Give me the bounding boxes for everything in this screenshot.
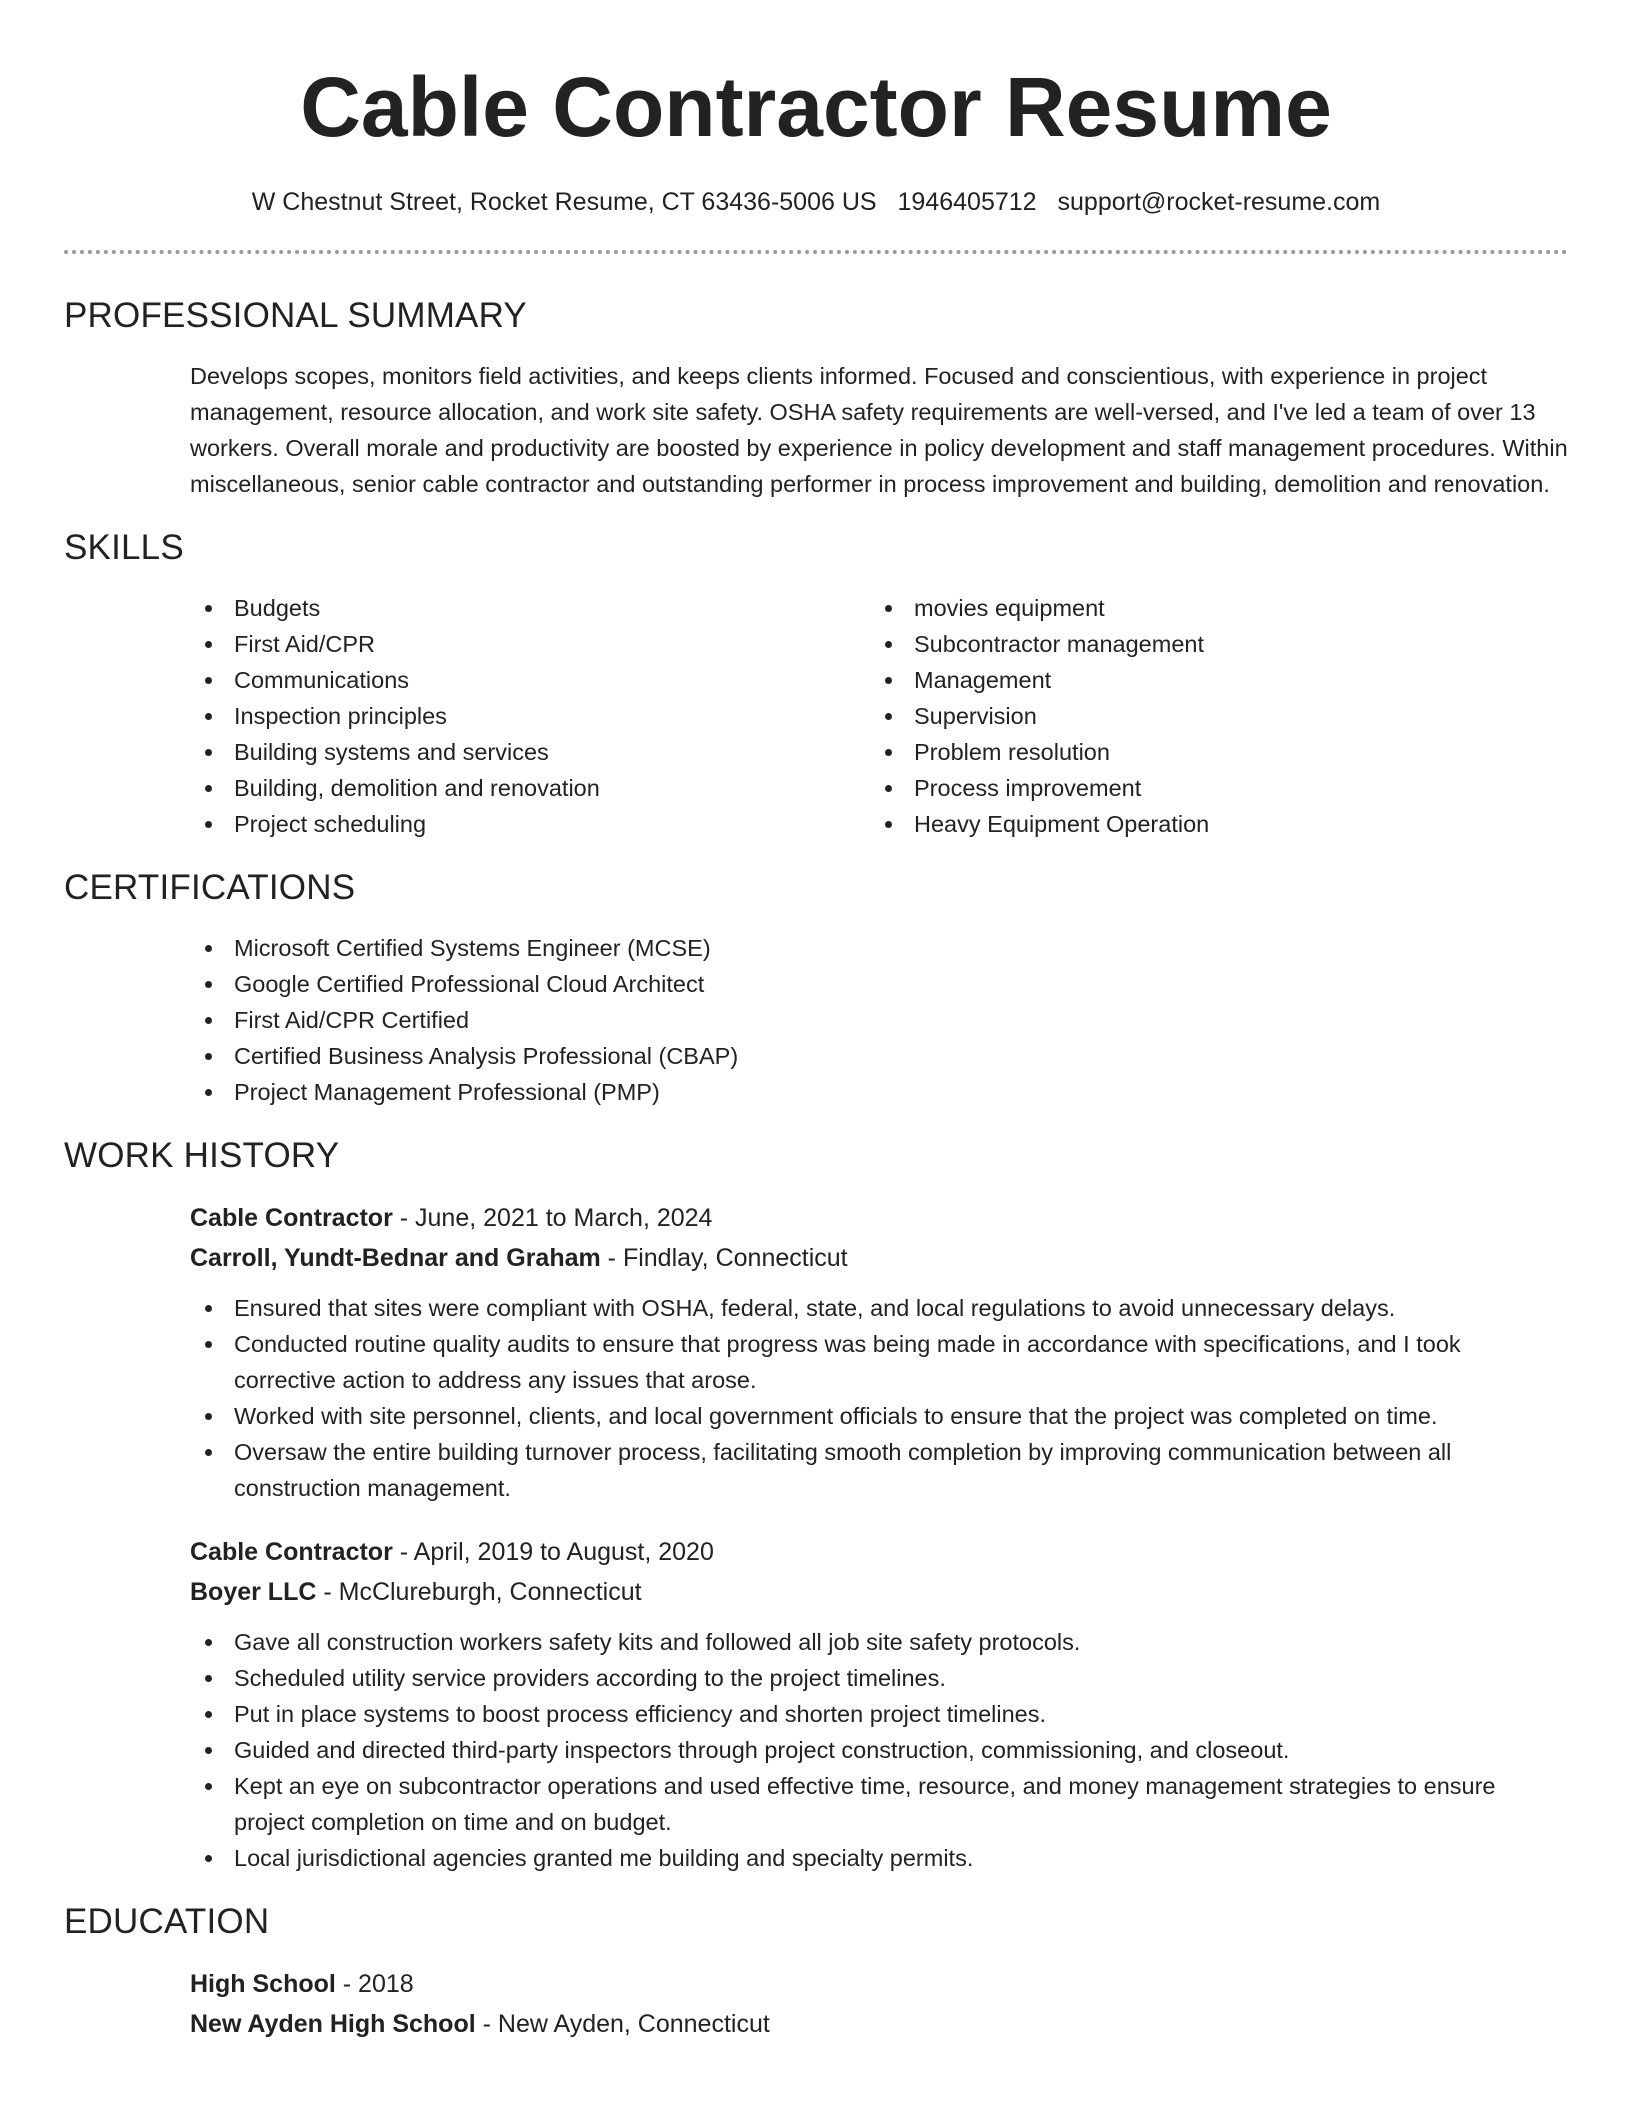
education-location: - New Ayden, Connecticut <box>475 2010 770 2038</box>
job-duty-item: Worked with site personnel, clients, and local government officials to ensure that the project was completed on time. <box>190 1398 1568 1434</box>
certification-item: Google Certified Professional Cloud Architect <box>190 966 1568 1002</box>
skill-item: Subcontractor management <box>870 626 1550 662</box>
header-divider <box>64 250 1568 254</box>
contact-phone[interactable]: 1946405712 <box>897 188 1037 216</box>
certification-item: Project Management Professional (PMP) <box>190 1074 1568 1110</box>
job-duty-item: Ensured that sites were compliant with OSHA, federal, state, and local regulations to avoid unnecessary delays. <box>190 1290 1568 1326</box>
skill-item: Budgets <box>190 590 870 626</box>
job-duty-item: Guided and directed third-party inspectors through project construction, commissioning, and closeout. <box>190 1732 1568 1768</box>
skills-column-right <box>870 590 1550 842</box>
job-dates: - April, 2019 to August, 2020 <box>392 1538 714 1566</box>
job-role: Cable Contractor <box>190 1204 393 1232</box>
summary-heading: PROFESSIONAL SUMMARY <box>64 296 527 335</box>
contact-email[interactable]: support@rocket-resume.com <box>1057 188 1381 216</box>
contact-line <box>64 187 1568 217</box>
job-duty-item: Scheduled utility service providers according to the project timelines. <box>190 1660 1568 1696</box>
skill-item: Heavy Equipment Operation <box>870 806 1550 842</box>
certifications-list <box>190 930 1568 1110</box>
job-entry <box>190 1198 1568 1506</box>
skill-item: First Aid/CPR <box>190 626 870 662</box>
summary-text: Develops scopes, monitors field activities, and keeps clients informed. Focused and conscientious, with experience in project management, resource allocation, and work site safety. OSHA safety requirements are well-versed, and I've led a team of over 13 workers. Overall morale and productivity are boosted by experience in policy development and staff management procedures. Within miscellaneous, senior cable contractor and outstanding performer in process improvement and building, demolition and renovation. <box>190 363 1568 497</box>
education-year: - 2018 <box>335 1970 414 1998</box>
skill-item: Process improvement <box>870 770 1550 806</box>
job-company-line <box>190 1238 1568 1278</box>
resume-title: Cable Contractor Resume <box>300 60 1332 154</box>
job-entry <box>190 1532 1568 1876</box>
job-duty-item: Oversaw the entire building turnover process, facilitating smooth completion by improving communication between all construction management. <box>190 1434 1568 1506</box>
contact-address: W Chestnut Street, Rocket Resume, CT 63436-5006 US <box>251 188 877 216</box>
resume-page <box>64 0 1568 2044</box>
skill-item: Project scheduling <box>190 806 870 842</box>
job-duties-list <box>190 1624 1568 1876</box>
skill-item: Building systems and services <box>190 734 870 770</box>
certification-item: Microsoft Certified Systems Engineer (MCSE) <box>190 930 1568 966</box>
work-history-heading: WORK HISTORY <box>64 1136 340 1175</box>
skill-item: movies equipment <box>870 590 1550 626</box>
education-school-line <box>190 2004 1568 2044</box>
skill-item: Building, demolition and renovation <box>190 770 870 806</box>
job-company-line <box>190 1572 1568 1612</box>
certification-item: First Aid/CPR Certified <box>190 1002 1568 1038</box>
skill-item: Supervision <box>870 698 1550 734</box>
job-dates: - June, 2021 to March, 2024 <box>392 1204 713 1232</box>
job-location: - Findlay, Connecticut <box>600 1244 848 1272</box>
job-duties-list <box>190 1290 1568 1506</box>
education-entry <box>190 1964 1568 2044</box>
job-duty-item: Conducted routine quality audits to ensure that progress was being made in accordance with specifications, and I took corrective action to address any issues that arose. <box>190 1326 1568 1398</box>
education-degree-line <box>190 1964 1568 2004</box>
skill-item: Problem resolution <box>870 734 1550 770</box>
skill-item: Communications <box>190 662 870 698</box>
job-duty-item: Put in place systems to boost process efficiency and shorten project timelines. <box>190 1696 1568 1732</box>
job-company: Boyer LLC <box>190 1578 317 1606</box>
education-degree: High School <box>190 1970 336 1998</box>
skills-heading: SKILLS <box>64 528 184 567</box>
skill-item: Management <box>870 662 1550 698</box>
education-school: New Ayden High School <box>190 2010 476 2038</box>
skills-column-left <box>190 590 870 842</box>
certifications-heading: CERTIFICATIONS <box>64 868 356 907</box>
skill-item: Inspection principles <box>190 698 870 734</box>
job-location: - McClureburgh, Connecticut <box>316 1578 642 1606</box>
education-heading: EDUCATION <box>64 1902 270 1941</box>
job-title-line <box>190 1198 1568 1238</box>
job-duty-item: Kept an eye on subcontractor operations and used effective time, resource, and money management strategies to ensure project completion on time and on budget. <box>190 1768 1568 1840</box>
job-duty-item: Gave all construction workers safety kits and followed all job site safety protocols. <box>190 1624 1568 1660</box>
job-company: Carroll, Yundt-Bednar and Graham <box>190 1244 601 1272</box>
certification-item: Certified Business Analysis Professional (CBAP) <box>190 1038 1568 1074</box>
job-role: Cable Contractor <box>190 1538 393 1566</box>
job-duty-item: Local jurisdictional agencies granted me building and specialty permits. <box>190 1840 1568 1876</box>
job-title-line <box>190 1532 1568 1572</box>
skills-list <box>190 590 1568 842</box>
